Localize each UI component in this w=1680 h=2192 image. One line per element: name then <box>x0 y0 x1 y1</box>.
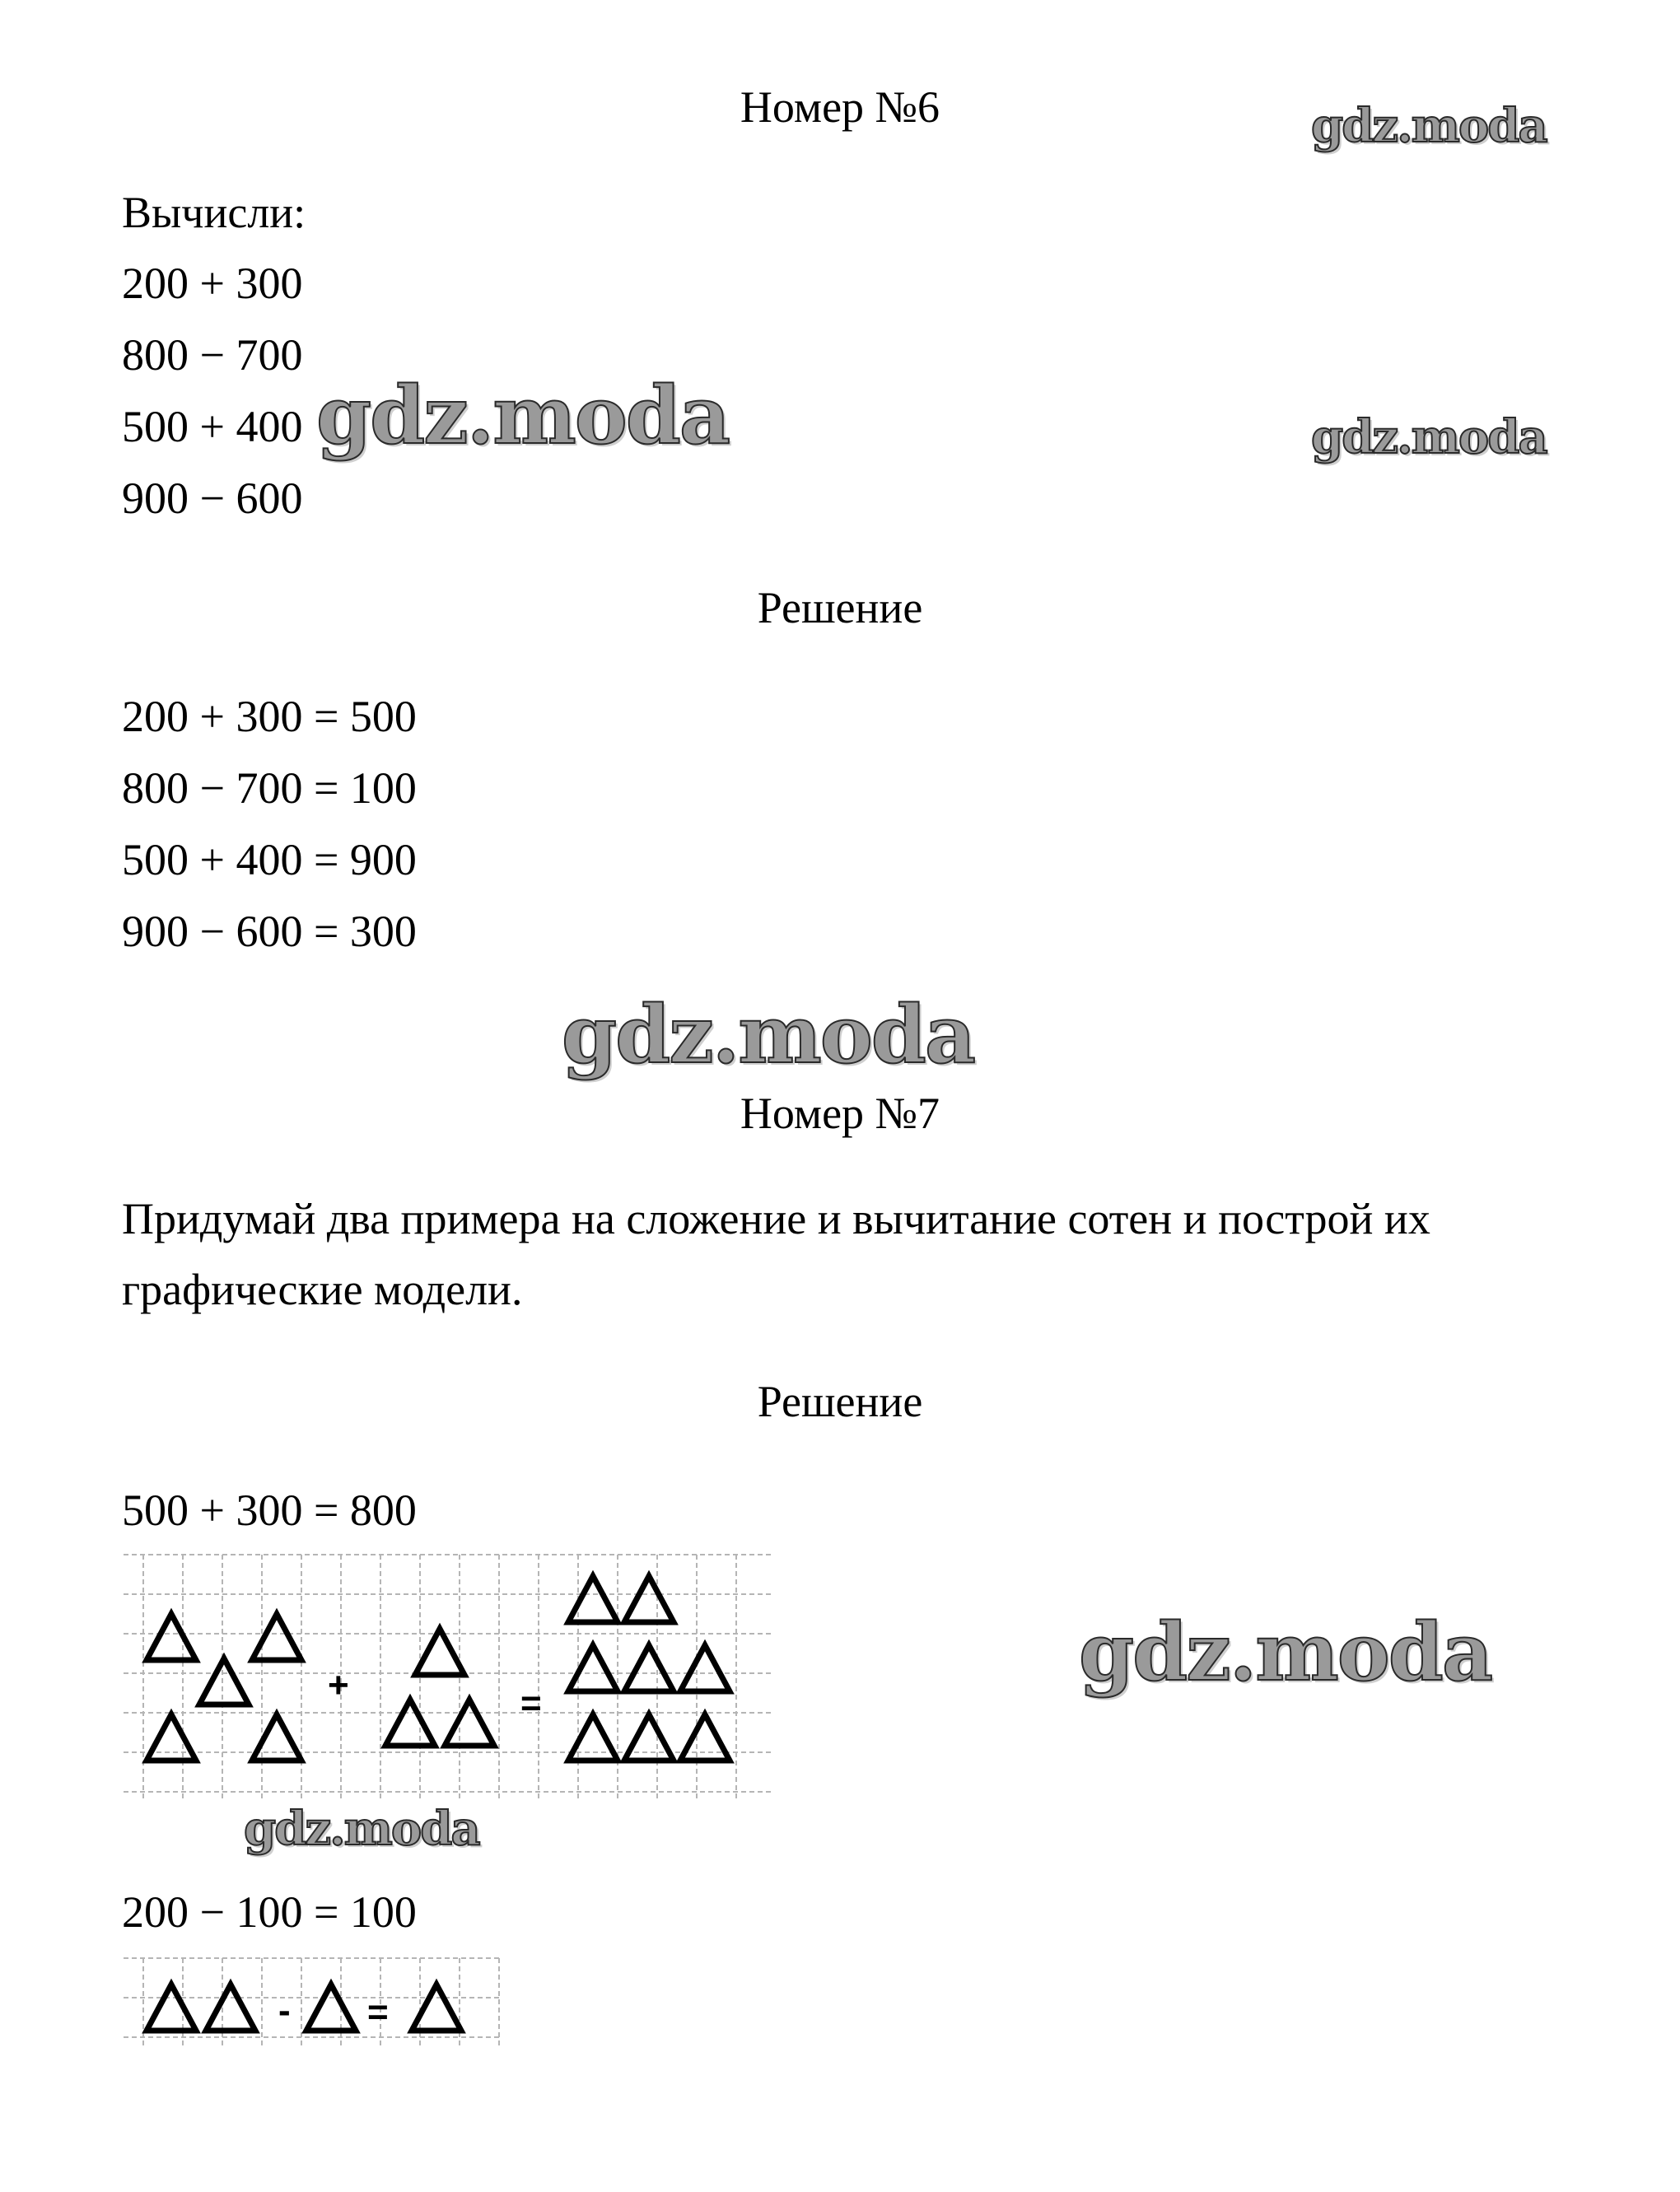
triangle-mark <box>206 1984 255 2031</box>
task7-instruction: Придумай два примера на сложение и вычитание сотен и построй их графические модели. <box>122 1194 1430 1314</box>
triangle-mark <box>147 1714 196 1761</box>
graphic-model-addition <box>124 1555 774 1802</box>
task6-example-3: 500 + 400 <box>122 402 303 451</box>
triangle-mark <box>252 1714 301 1761</box>
triangle-mark <box>385 1700 435 1746</box>
triangle-mark <box>445 1700 494 1746</box>
watermark: gdz.moda <box>1079 1606 1492 1699</box>
task6-example-1: 200 + 300 <box>122 259 303 308</box>
triangle-mark <box>624 1645 674 1691</box>
task6-answer-2: 800 − 700 = 100 <box>122 763 417 813</box>
triangle-mark <box>415 1629 464 1675</box>
task6-answer-3: 500 + 400 = 900 <box>122 835 417 884</box>
task7-heading: Номер №7 <box>740 1089 940 1138</box>
triangle-mark <box>568 1645 618 1691</box>
triangle-mark <box>568 1576 618 1622</box>
watermark: gdz.moda <box>244 1802 479 1856</box>
task6-instruction: Вычисли: <box>122 188 306 237</box>
task7-example1-equation: 500 + 300 = 800 <box>122 1485 417 1535</box>
triangle-mark <box>252 1614 301 1660</box>
triangle-mark <box>147 1984 196 2031</box>
task6-example-4: 900 − 600 <box>122 473 303 523</box>
triangle-mark <box>306 1984 356 2031</box>
triangle-mark <box>568 1714 618 1761</box>
triangle-mark <box>147 1614 196 1660</box>
triangle-mark <box>624 1714 674 1761</box>
plus-sign: + <box>328 1665 349 1705</box>
task7-example2-equation: 200 − 100 = 100 <box>122 1887 417 1937</box>
task7-solution-heading: Решение <box>757 1377 923 1426</box>
task6-heading: Номер №6 <box>740 82 940 132</box>
triangle-mark <box>624 1576 674 1622</box>
graphic-model-subtraction <box>124 1958 502 2049</box>
watermark: gdz.moda <box>562 988 975 1081</box>
task6-solution-heading: Решение <box>757 583 923 632</box>
task6-answer-4: 900 − 600 = 300 <box>122 907 417 956</box>
equals-sign: = <box>520 1683 542 1723</box>
minus-sign: - <box>278 1990 291 2031</box>
equals-sign: = <box>367 1992 389 2032</box>
watermark: gdz.moda <box>1311 410 1547 464</box>
watermark: gdz.moda <box>1311 99 1547 153</box>
task6-example-2: 800 − 700 <box>122 330 303 380</box>
triangle-mark <box>199 1658 249 1705</box>
triangle-mark <box>680 1645 730 1691</box>
watermark: gdz.moda <box>316 369 730 462</box>
triangle-mark <box>680 1714 730 1761</box>
task6-answer-1: 200 + 300 = 500 <box>122 692 417 741</box>
